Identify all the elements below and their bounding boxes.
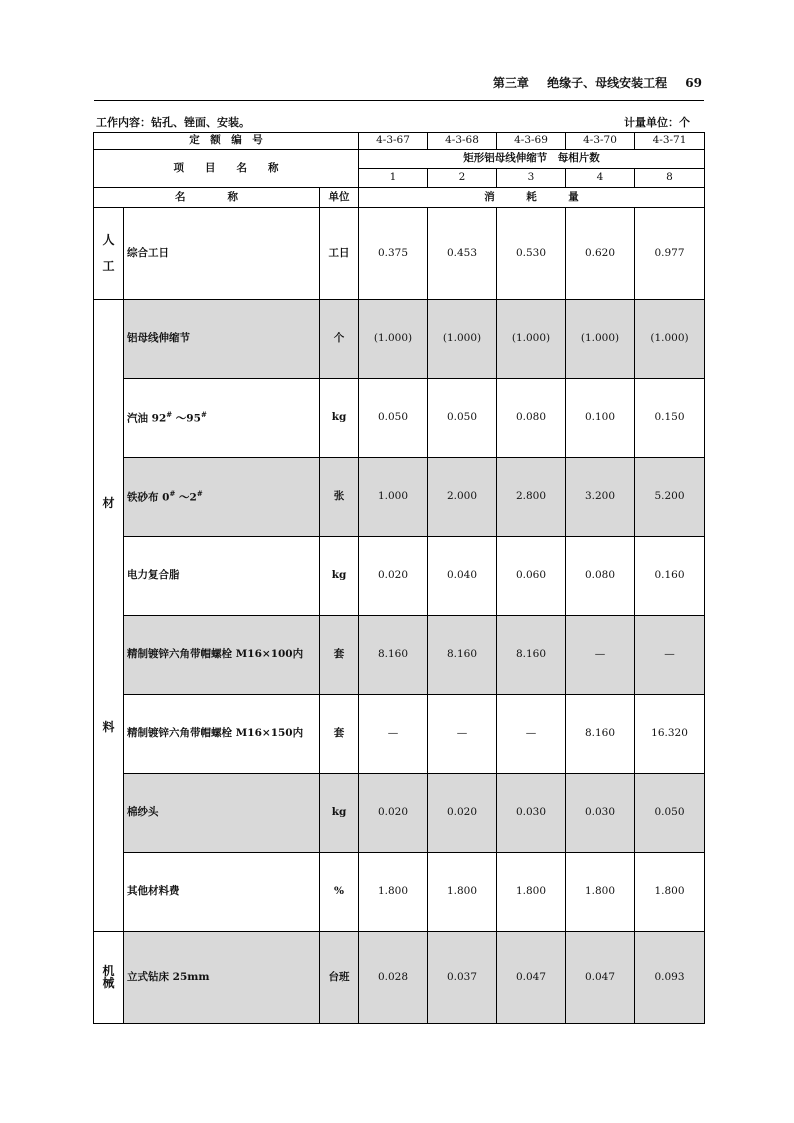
table-row bbox=[94, 695, 705, 774]
chapter-label: 第三章 bbox=[492, 76, 529, 90]
row-value: 1.000 bbox=[359, 458, 428, 537]
group-title: 矩形铝母线伸缩节 每相片数 bbox=[359, 150, 705, 169]
row-value: 0.047 bbox=[566, 932, 635, 1024]
row-value: 0.977 bbox=[635, 208, 705, 300]
table-meta bbox=[94, 114, 704, 130]
row-value: 0.020 bbox=[359, 537, 428, 616]
name-column-header: 名 称 bbox=[94, 188, 320, 208]
measure-unit: 计量单位：个 bbox=[624, 116, 690, 129]
section-title: 绝缘子、母线安装工程 bbox=[547, 76, 668, 90]
row-unit: kg bbox=[320, 537, 359, 616]
row-name: 铝母线伸缩节 bbox=[124, 300, 320, 379]
table-row bbox=[94, 300, 705, 379]
quota-code: 4-3-70 bbox=[566, 133, 635, 150]
header-divider bbox=[94, 100, 704, 101]
row-value: 3.200 bbox=[566, 458, 635, 537]
table-row bbox=[94, 774, 705, 853]
row-value: 0.080 bbox=[566, 537, 635, 616]
row-unit: kg bbox=[320, 379, 359, 458]
piece-count: 8 bbox=[635, 169, 705, 188]
piece-count: 1 bbox=[359, 169, 428, 188]
row-name: 其他材料费 bbox=[124, 853, 320, 932]
row-value: 1.800 bbox=[359, 853, 428, 932]
table-row bbox=[94, 537, 705, 616]
category-labor-char: 人 bbox=[102, 233, 115, 248]
category-machine bbox=[94, 932, 124, 1024]
row-name: 立式钻床 25mm bbox=[124, 932, 320, 1024]
piece-count: 3 bbox=[497, 169, 566, 188]
row-unit: 工日 bbox=[320, 208, 359, 300]
row-value: 0.060 bbox=[497, 537, 566, 616]
row-value: 0.100 bbox=[566, 379, 635, 458]
row-value: — bbox=[359, 695, 428, 774]
category-material-char: 材 bbox=[102, 496, 115, 511]
row-name: 棉纱头 bbox=[124, 774, 320, 853]
row-value: 0.620 bbox=[566, 208, 635, 300]
row-value: (1.000) bbox=[428, 300, 497, 379]
row-value: 1.800 bbox=[497, 853, 566, 932]
row-value: 0.453 bbox=[428, 208, 497, 300]
row-unit: 套 bbox=[320, 616, 359, 695]
quota-code-row bbox=[94, 133, 705, 150]
row-unit: 张 bbox=[320, 458, 359, 537]
row-value: 0.050 bbox=[428, 379, 497, 458]
work-content: 工作内容：钻孔、锉面、安装。 bbox=[96, 116, 250, 129]
row-value: 0.030 bbox=[497, 774, 566, 853]
row-value: 0.375 bbox=[359, 208, 428, 300]
header-text bbox=[479, 74, 702, 91]
category-labor-char: 工 bbox=[102, 258, 115, 273]
row-value: (1.000) bbox=[359, 300, 428, 379]
row-unit: % bbox=[320, 853, 359, 932]
column-header-row bbox=[94, 188, 705, 208]
row-value: 0.093 bbox=[635, 932, 705, 1024]
row-value: (1.000) bbox=[497, 300, 566, 379]
row-value: 8.160 bbox=[428, 616, 497, 695]
quota-table bbox=[93, 132, 705, 1024]
quota-code: 4-3-71 bbox=[635, 133, 705, 150]
row-value: — bbox=[635, 616, 705, 695]
row-value: 1.800 bbox=[566, 853, 635, 932]
page-header bbox=[94, 74, 704, 98]
category-machine-label: 机械 bbox=[102, 963, 115, 991]
row-value: 0.020 bbox=[428, 774, 497, 853]
row-value: 1.800 bbox=[635, 853, 705, 932]
table-row bbox=[94, 379, 705, 458]
table-row bbox=[94, 616, 705, 695]
row-unit: kg bbox=[320, 774, 359, 853]
row-name: 综合工日 bbox=[124, 208, 320, 300]
row-value: 2.000 bbox=[428, 458, 497, 537]
row-value: 1.800 bbox=[428, 853, 497, 932]
row-value: (1.000) bbox=[635, 300, 705, 379]
row-value: 16.320 bbox=[635, 695, 705, 774]
row-value: 0.037 bbox=[428, 932, 497, 1024]
category-material-char: 料 bbox=[102, 719, 115, 734]
table-row bbox=[94, 932, 705, 1024]
row-value: 0.040 bbox=[428, 537, 497, 616]
row-value: 0.150 bbox=[635, 379, 705, 458]
row-unit: 台班 bbox=[320, 932, 359, 1024]
row-name: 铁砂布 0# ～2# bbox=[124, 458, 320, 537]
row-value: 0.050 bbox=[359, 379, 428, 458]
item-name-label: 项 目 名 称 bbox=[94, 150, 359, 188]
row-value: 0.160 bbox=[635, 537, 705, 616]
quota-code: 4-3-68 bbox=[428, 133, 497, 150]
category-material bbox=[94, 300, 124, 932]
row-value: 0.080 bbox=[497, 379, 566, 458]
group-title-row bbox=[94, 150, 705, 169]
row-value: 0.050 bbox=[635, 774, 705, 853]
row-value: — bbox=[566, 616, 635, 695]
row-value: — bbox=[428, 695, 497, 774]
row-value: 0.028 bbox=[359, 932, 428, 1024]
row-value: 0.030 bbox=[566, 774, 635, 853]
page-number: 69 bbox=[685, 76, 702, 90]
category-labor bbox=[94, 208, 124, 300]
row-name: 精制镀锌六角带帽螺栓 M16×150内 bbox=[124, 695, 320, 774]
unit-column-header: 单位 bbox=[320, 188, 359, 208]
row-value: 0.530 bbox=[497, 208, 566, 300]
piece-count: 2 bbox=[428, 169, 497, 188]
row-value: 8.160 bbox=[497, 616, 566, 695]
piece-count: 4 bbox=[566, 169, 635, 188]
quota-code-label: 定 额 编 号 bbox=[94, 133, 359, 150]
row-value: 8.160 bbox=[359, 616, 428, 695]
quota-code: 4-3-69 bbox=[497, 133, 566, 150]
row-value: 0.020 bbox=[359, 774, 428, 853]
row-value: 2.800 bbox=[497, 458, 566, 537]
row-name: 电力复合脂 bbox=[124, 537, 320, 616]
table-row bbox=[94, 458, 705, 537]
table-row bbox=[94, 208, 705, 300]
row-name: 精制镀锌六角带帽螺栓 M16×100内 bbox=[124, 616, 320, 695]
row-value: (1.000) bbox=[566, 300, 635, 379]
row-value: 5.200 bbox=[635, 458, 705, 537]
table-row bbox=[94, 853, 705, 932]
row-unit: 个 bbox=[320, 300, 359, 379]
row-name: 汽油 92# ～95# bbox=[124, 379, 320, 458]
row-value: 8.160 bbox=[566, 695, 635, 774]
consumption-header: 消 耗 量 bbox=[359, 188, 705, 208]
row-value: 0.047 bbox=[497, 932, 566, 1024]
row-value: — bbox=[497, 695, 566, 774]
quota-code: 4-3-67 bbox=[359, 133, 428, 150]
row-unit: 套 bbox=[320, 695, 359, 774]
